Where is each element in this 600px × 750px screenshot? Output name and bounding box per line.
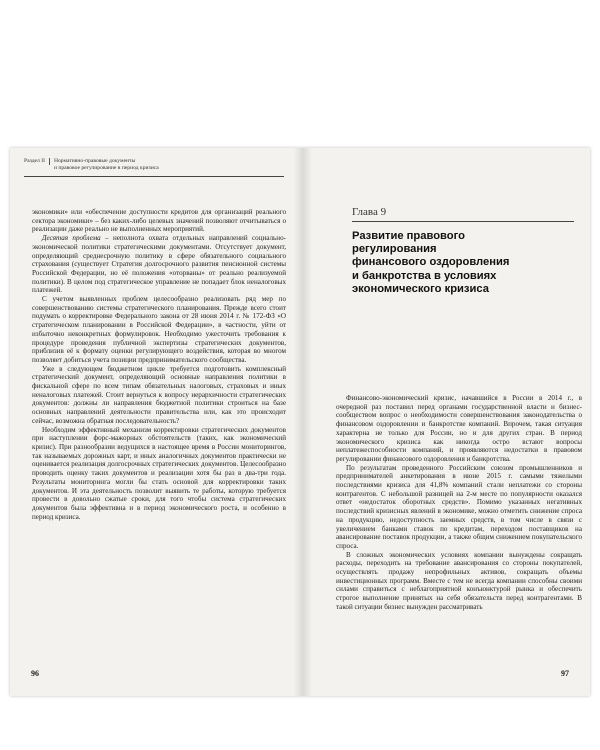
chapter-rule: [352, 221, 574, 222]
right-page-body: [336, 394, 582, 612]
running-head-title-line2: и правовое регулирование в период кризиса: [53, 165, 159, 171]
chapter-title-line: регулирования: [352, 243, 437, 256]
running-head-title-line1: Нормативно-правовые документы: [53, 158, 136, 164]
paragraph: Финансово-экономический кризис, начавшийся в России в 2014 г., в очередной раз поставил перед органами государственной власти и бизнес-сообществом вопрос о необходимости совершенствования законодательства о финансовом оздоровлении и банкротстве компаний. Впрочем, такая ситуация характерна не только для России, но и для других стран. В период экономического кризиса как никогда остро встают вопросы неплатежеспособности компаний, и проявляются недостатки в правовом регулировании финансового оздоровления и банкротства.: [336, 394, 582, 463]
paragraph-text: – неполнота охвата отдельных направлений социально-экономической политики стратегическими документами. Отсутствует документ, определяющий среднесрочную политику в сфере обязательного социального страхования (существует Стратегия долгосрочного развития пенсионной системы Российской Федерации, но её положения «оторваны» от реально реализуемой политики). В целом под стратегическое управление не попадает блок неналоговых платежей.: [32, 234, 286, 295]
paragraph: Уже в следующем бюджетном цикле требуется подготовить комплексный стратегический документ, определяющий основные направления политики в фискальной сфере по всем типам обязательных налоговых, страховых и иных неналоговых платежей. Стоит вернуться к вопросу иерархичности стратегических документов: должны ли направления бюджетной политики строиться на базе основных направлений деятельности правительства или, как это происходит сейчас, возможна обратная последовательность?: [32, 364, 286, 425]
paragraph: В сложных экономических условиях компании вынуждены сокращать расходы, переходить на требование авансирования со стороны покупателей, осуществлять продажу непрофильных активов, сокращать объемы инвестиционных программ. Вместе с тем не всегда компании способны своими силами справиться с неблагоприятной конъюнктурой рынка и обеспечить строгое выполнение принятых на себя обязательств перед контрагентами. В такой ситуации бизнес вынужден рассматривать: [336, 550, 582, 611]
chapter-title-line: финансового оздоровления: [352, 256, 510, 269]
chapter-title: [352, 230, 572, 296]
left-page: [10, 148, 302, 696]
chapter-label: Глава 9: [352, 206, 387, 218]
chapter-title-line: экономического кризиса: [352, 282, 489, 295]
italic-term: Десятая проблема: [42, 234, 101, 243]
paragraph: По результатам проведенного Российским союзом промышленников и предпринимателей анкетирования в июне 2015 г. самыми тяжелыми последствиями кризиса для 41,8% компаний стали неплатежи со стороны контрагентов. С небольшой разницей на 2-м месте по популярности оказался ответ «недостаток оборотных средств». Помимо указанных негативных последствий кризисных явлений в экономике, можно отметить снижение спроса на продукцию, недоступность заемных средств, в том числе в связи с увеличением банками ставок по кредитам, переходом поставщиков на авансирование поставок продукции, а также общим снижением покупательского спроса.: [336, 463, 582, 550]
chapter-title-line: Развитие правового: [352, 230, 465, 242]
right-page: [306, 148, 590, 696]
running-head-part: Раздел II: [24, 158, 50, 165]
book-spread: [10, 148, 590, 696]
paragraph: Необходим эффективный механизм корректировки стратегических документов при наступлении форс-мажорных обстоятельств (таких, как экономический кризис). При разнообразии ведущихся в настоящее время в России мониторингов, так называемых дорожных карт, и иных аналогичных документов практически не оценивается реализация долгосрочных стратегических документов. Целесообразно проводить оценку таких документов и реализации хотя бы раз в два-три года. Результаты мониторинга могли бы стать основой для корректировки таких документов. И эта деятельность позволит выявить те работы, которую требуется провести в довольно сжатые сроки, для того чтобы система стратегических документов была эффективна и в период экономического роста, и особенно в период кризиса.: [32, 425, 286, 521]
running-head: [24, 158, 284, 172]
paragraph: экономики» или «обеспечение доступности кредитов для организаций реального сектора экономики» – без каких-либо целевых значений позволяют отчитываться о реализации даже реально не выполненных мероприятий.: [32, 208, 286, 234]
left-page-body: [32, 208, 286, 521]
paragraph: [32, 234, 286, 295]
chapter-title-line: и банкротства в условиях: [352, 269, 497, 282]
running-head-titles: [50, 158, 159, 172]
page-number-right: 97: [561, 669, 569, 678]
running-head-rule: [24, 176, 284, 177]
page-number-left: 96: [31, 669, 39, 678]
paragraph: С учетом выявленных проблем целесообразно реализовать ряд мер по совершенствованию системы стратегического планирования. Прежде всего стоит подумать о корректировке Федерального закона от 28 июня 2014 г. № 172-ФЗ «О стратегическом планировании в Российской Федерации», в частности, уйти от избыточно неконкретных формулировок. Необходимо ужесточить требования к процедуре проведения публичной экспертизы стратегических документов, приблизив её к формату оценки регулирующего воздействия, которая во многом позволяет добиться учета позиции предпринимательского сообщества.: [32, 295, 286, 364]
